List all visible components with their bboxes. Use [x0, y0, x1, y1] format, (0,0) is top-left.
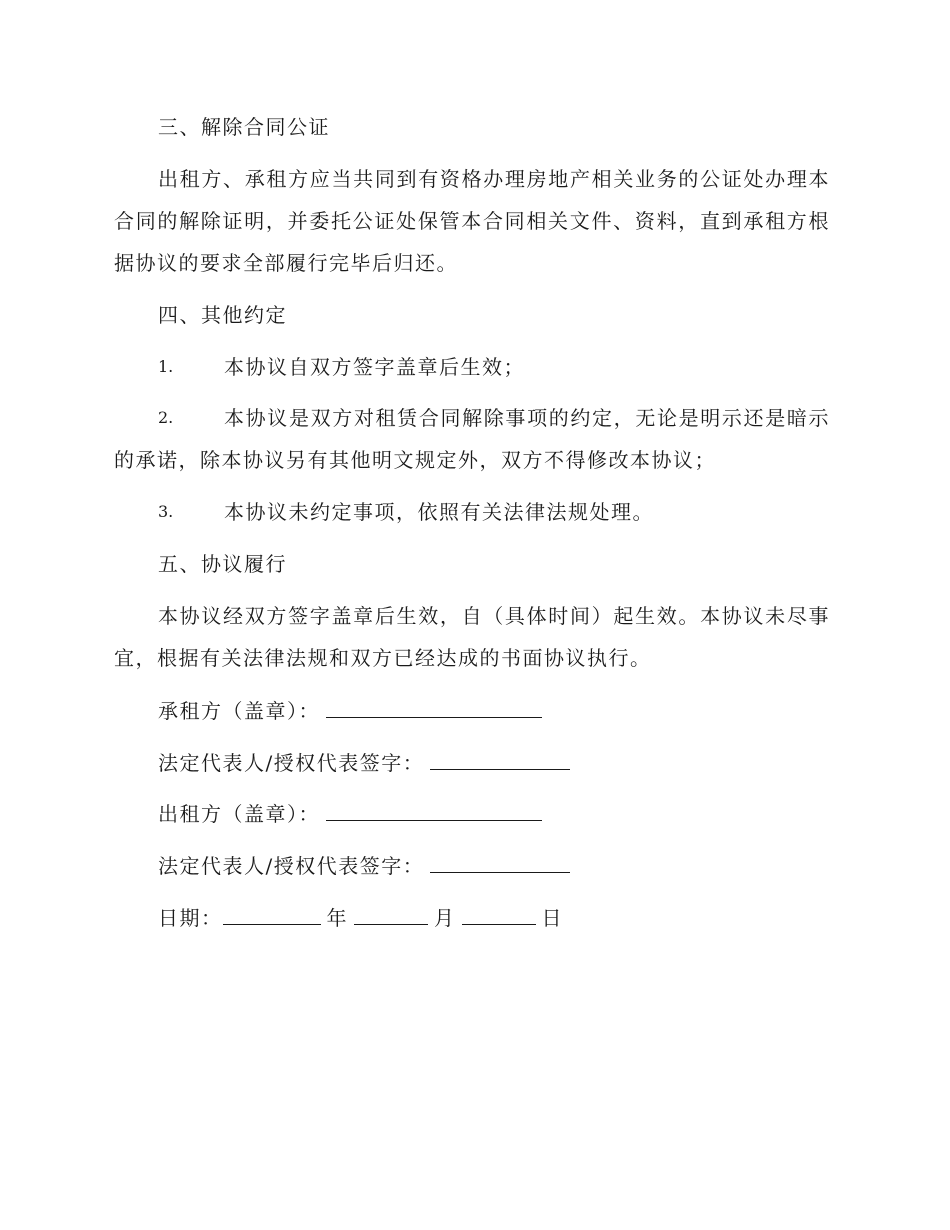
lessee-rep-label: 法定代表人/授权代表签字： [158, 751, 425, 775]
list-item-number: 1. [158, 357, 174, 376]
section-heading-5: 五、协议履行 [158, 552, 287, 576]
lessee-seal-label: 承租方（盖章）： [158, 699, 320, 723]
date-day-label: 日 [541, 906, 563, 930]
date-year-label: 年 [326, 906, 348, 930]
lessor-rep-signature-field[interactable] [430, 852, 570, 873]
lessor-seal-label: 出租方（盖章）： [158, 802, 320, 826]
lessor-seal-field[interactable] [326, 800, 542, 821]
section-heading-3: 三、解除合同公证 [158, 115, 330, 139]
paragraph-line: 出租方、承租方应当共同到有资格办理房地产相关业务的公证处办理本 [158, 167, 830, 191]
list-item-text: 本协议自双方签字盖章后生效； [224, 355, 525, 379]
list-item-text: 本协议是双方对租赁合同解除事项的约定，无论是明示还是暗示 [224, 406, 830, 430]
lessee-rep-row [158, 749, 576, 776]
date-day-field[interactable] [462, 904, 536, 925]
lessor-rep-row [158, 852, 576, 879]
date-month-field[interactable] [354, 904, 428, 925]
date-year-field[interactable] [223, 904, 321, 925]
date-row [158, 904, 563, 931]
list-item-number: 3. [158, 502, 174, 521]
lessee-rep-signature-field[interactable] [430, 749, 570, 770]
lessee-seal-field[interactable] [326, 697, 542, 718]
lessor-seal-row [158, 800, 548, 827]
paragraph-line: 本协议经双方签字盖章后生效，自（具体时间）起生效。本协议未尽事 [158, 604, 830, 628]
date-label: 日期： [158, 906, 223, 930]
paragraph-line: 宜，根据有关法律法规和双方已经达成的书面协议执行。 [114, 646, 652, 670]
list-item-number: 2. [158, 408, 174, 427]
list-item-text: 本协议未约定事项，依照有关法律法规处理。 [224, 500, 654, 524]
paragraph-line: 据协议的要求全部履行完毕后归还。 [114, 251, 458, 275]
lessee-seal-row [158, 697, 548, 724]
date-month-label: 月 [434, 906, 456, 930]
section-heading-4: 四、其他约定 [158, 303, 287, 327]
list-item-text: 的承诺，除本协议另有其他明文规定外，双方不得修改本协议； [114, 448, 716, 472]
paragraph-line: 合同的解除证明，并委托公证处保管本合同相关文件、资料，直到承租方根 [114, 209, 830, 233]
lessor-rep-label: 法定代表人/授权代表签字： [158, 854, 425, 878]
